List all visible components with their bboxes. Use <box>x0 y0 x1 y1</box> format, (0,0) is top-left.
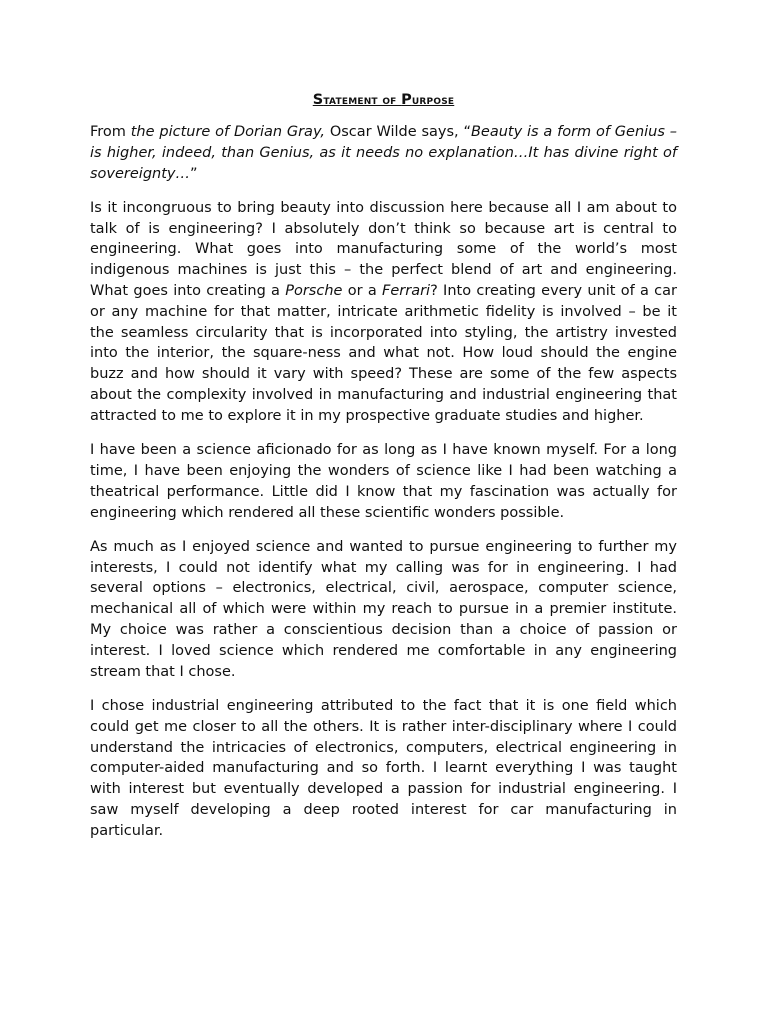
document-page <box>90 90 677 855</box>
paragraph-science-aficionado: I have been a science aficionado for as long as I have known myself. For a long time, I have been enjoying the wonders of science like I had been watching a theatrical performance. Little did I know that my fascination was actually for engineering which rendered all these scientific wonders possible. <box>90 442 677 521</box>
quote-attribution: Oscar Wilde says, “ <box>325 124 471 140</box>
document-title <box>90 90 677 110</box>
quote-intro: From <box>90 124 131 140</box>
paragraph-text: Is it incongruous to bring beauty into discussion here because all I am about to talk of is engineering? I absolutely don’t think so because art is central to engineering. What goes into manufacturing some of the world’s most indigenous machines is just this – the perfect blend of art and engineering. What goes into creating a <box>90 199 677 300</box>
paragraph-quote <box>90 122 677 184</box>
paragraph-industrial-engineering: I chose industrial engineering attributed to the fact that it is one field which could get me closer to all the others. It is rather inter-disciplinary where I could understand the intricacies of electronics, computers, electrical engineering in computer-aided manufacturing and so forth. I learnt everything I was taught with interest but eventually developed a passion for industrial engineering. I saw myself developing a deep rooted interest for car manufacturing in particular. <box>90 697 677 839</box>
title-initial-2: P <box>401 92 412 108</box>
book-title: the picture of Dorian Gray, <box>130 124 326 140</box>
paragraph-engineering-choice: As much as I enjoyed science and wanted to pursue engineering to further my interests, I could not identify what my calling was for in engineering. I had several options – electronics, electrical, civil, aerospace, computer science, mechanical all of which were within my reach to pursue in a premier institute. My choice was rather a conscientious decision than a choice of passion or interest. I loved science which rendered me comfortable in any engineering stream that I chose. <box>90 538 677 680</box>
title-text-1: tatement of <box>323 92 402 107</box>
paragraph-beauty-engineering <box>90 198 677 427</box>
title-text-2: urpose <box>411 92 455 107</box>
title-initial-1: S <box>312 92 324 108</box>
ferrari-mention: Ferrari <box>382 283 431 300</box>
porsche-mention: Porsche <box>285 283 343 300</box>
paragraph-text: or a <box>342 283 383 300</box>
quote-close: ” <box>190 165 198 182</box>
paragraph-text: ? Into creating every unit of a car or any machine for that matter, intricate arithmetic fidelity is involved – be it the seamless circularity that is incorporated into styling, the artistry invested into the interior, the square-ness and what not. How loud should the engine buzz and how should it vary with speed? These are some of the few aspects about the complexity involved in manufacturing and industrial engineering that attracted to me to explore it in my prospective graduate studies and higher. <box>90 283 678 424</box>
quote-text: Beauty is a form of Genius – is higher, indeed, than Genius, as it needs no explanation…It has divine right of sovereignty… <box>90 124 677 182</box>
